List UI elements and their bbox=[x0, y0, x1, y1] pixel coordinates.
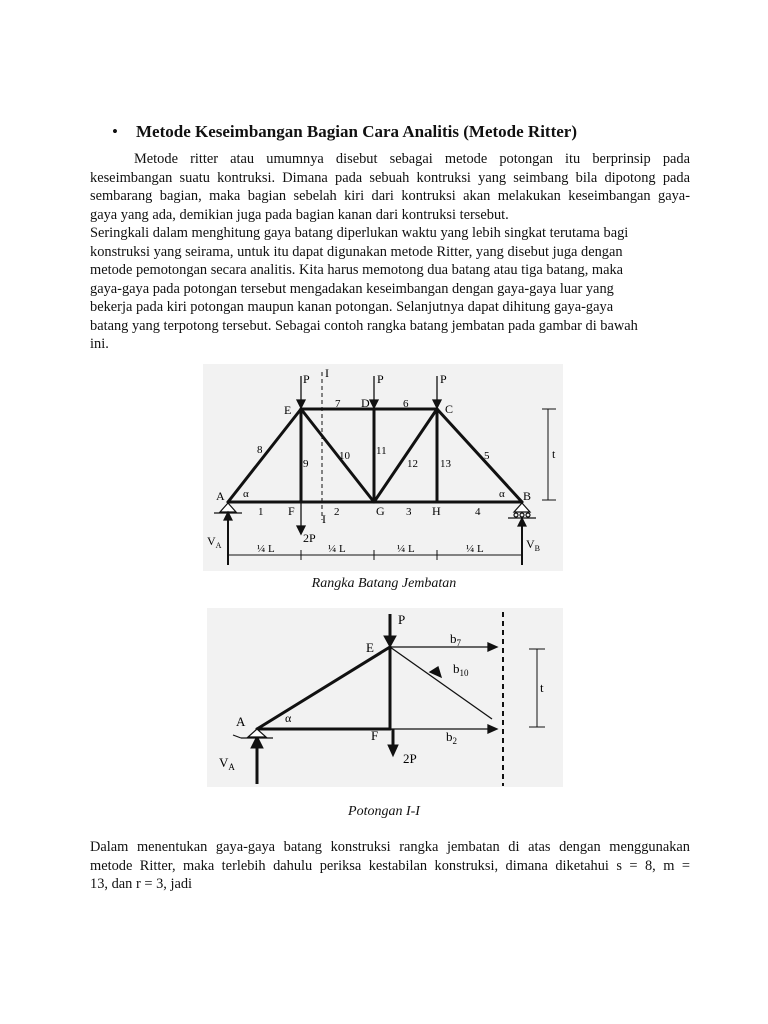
alpha-left: α bbox=[243, 488, 249, 500]
text-line: Seringkali dalam menghitung gaya batang diperlukan waktu yang lebih singkat terutama bagi bbox=[90, 225, 629, 241]
text-line: gaya yang ada, demikian juga pada bagian kanan dari kontruksi tersebut. bbox=[90, 206, 509, 223]
bullet: • bbox=[112, 122, 118, 141]
load-p-middle: P bbox=[377, 372, 384, 386]
node-g: G bbox=[376, 504, 385, 518]
member-label: 5 bbox=[484, 450, 490, 462]
text-line: konstruksi yang seirama, untuk itu dapat digunakan metode Ritter, yang disebut juga dengan bbox=[90, 243, 623, 260]
reaction-va: $V_A$ bbox=[219, 755, 235, 772]
section-title: Metode Keseimbangan Bagian Cara Analitis (Metode Ritter) bbox=[136, 122, 577, 141]
text-line: 13, dan r = 3, jadi bbox=[90, 876, 193, 892]
alpha-right: α bbox=[499, 488, 505, 500]
span-label: ¼ L bbox=[257, 543, 275, 555]
section-label-top: I bbox=[325, 366, 329, 380]
text-line: bekerja pada kiri potongan maupun kanan potongan. Selanjutnya dapat dihitung gaya-gaya bbox=[90, 299, 614, 315]
force-b2: $b_2$ bbox=[446, 729, 457, 746]
reaction-va: $V_A$ bbox=[207, 534, 222, 550]
member-label: 3 bbox=[406, 506, 412, 518]
member-label: 2 bbox=[334, 506, 340, 518]
force-b7: $b_7$ bbox=[450, 631, 461, 648]
node-f: F bbox=[371, 728, 379, 743]
member-label: 8 bbox=[257, 444, 263, 456]
load-p-left: P bbox=[303, 372, 310, 386]
text-line: gaya-gaya pada potongan tersebut mengadakan keseimbangan dengan gaya-gaya luar yang bbox=[90, 280, 614, 297]
member-label: 1 bbox=[258, 506, 264, 518]
text-line: sembarang bagian, maka bagian sebelah kiri dari kontruksi akan melakukan keseimbangan gaya- bbox=[90, 188, 690, 204]
member-label: 4 bbox=[475, 506, 481, 518]
node-e: E bbox=[284, 403, 292, 417]
text-line: metode pemotongan secara analitis. Kita harus memotong dua batang atau tiga batang, maka bbox=[90, 262, 624, 278]
member-label: 13 bbox=[440, 458, 451, 470]
text-line: batang yang terpotong tersebut. Sebagai contoh rangka batang jembatan pada gambar di bawah bbox=[90, 317, 638, 334]
member-label: 11 bbox=[376, 445, 387, 457]
span-label: ¼ L bbox=[397, 543, 415, 555]
figure-caption-truss: Rangka Batang Jembatan bbox=[311, 576, 457, 591]
height-label: t bbox=[552, 447, 556, 461]
node-b: B bbox=[523, 489, 532, 503]
text-line: Metode ritter atau umumnya disebut sebagai metode potongan itu berprinsip pada bbox=[134, 151, 690, 167]
member-label: 12 bbox=[407, 458, 418, 470]
node-f: F bbox=[288, 504, 295, 518]
load-2p: 2P bbox=[403, 751, 417, 766]
height-label: t bbox=[540, 680, 544, 695]
member-label: 7 bbox=[335, 398, 341, 410]
node-h: H bbox=[432, 504, 441, 518]
load-p: P bbox=[398, 612, 406, 627]
member-label: 9 bbox=[303, 458, 309, 470]
load-p-right: P bbox=[440, 372, 447, 386]
closing-paragraph bbox=[90, 838, 690, 894]
span-label: ¼ L bbox=[328, 543, 346, 555]
text-line: metode Ritter, maka terlebih dahulu periksa kestabilan konstruksi, dimana diketahui s = 8, m = bbox=[90, 857, 690, 874]
figure-background bbox=[207, 608, 563, 787]
node-e: E bbox=[366, 640, 374, 655]
figure-caption-section: Potongan I-I bbox=[348, 804, 420, 819]
reaction-vb: $V_B$ bbox=[526, 537, 541, 553]
member-label: 6 bbox=[403, 398, 409, 410]
span-label: ¼ L bbox=[466, 543, 484, 555]
alpha-angle: α bbox=[285, 711, 292, 725]
force-b10: $b_{10}$ bbox=[453, 661, 469, 678]
load-2p: 2P bbox=[303, 531, 316, 545]
node-c: C bbox=[445, 402, 454, 416]
section-label-bottom: I bbox=[322, 512, 326, 526]
node-a: A bbox=[236, 714, 246, 729]
text-line: keseimbangan suatu kontruksi. Dimana pada sebuah kontruksi yang seimbang bila dipotong pada bbox=[90, 169, 690, 186]
text-line: Dalam menentukan gaya-gaya batang konstruksi rangka jembatan di atas dengan menggunakan bbox=[90, 839, 690, 855]
member-label: 10 bbox=[339, 450, 350, 462]
node-d: D bbox=[361, 396, 370, 410]
text-line: ini. bbox=[90, 336, 109, 352]
node-a: A bbox=[216, 489, 225, 503]
